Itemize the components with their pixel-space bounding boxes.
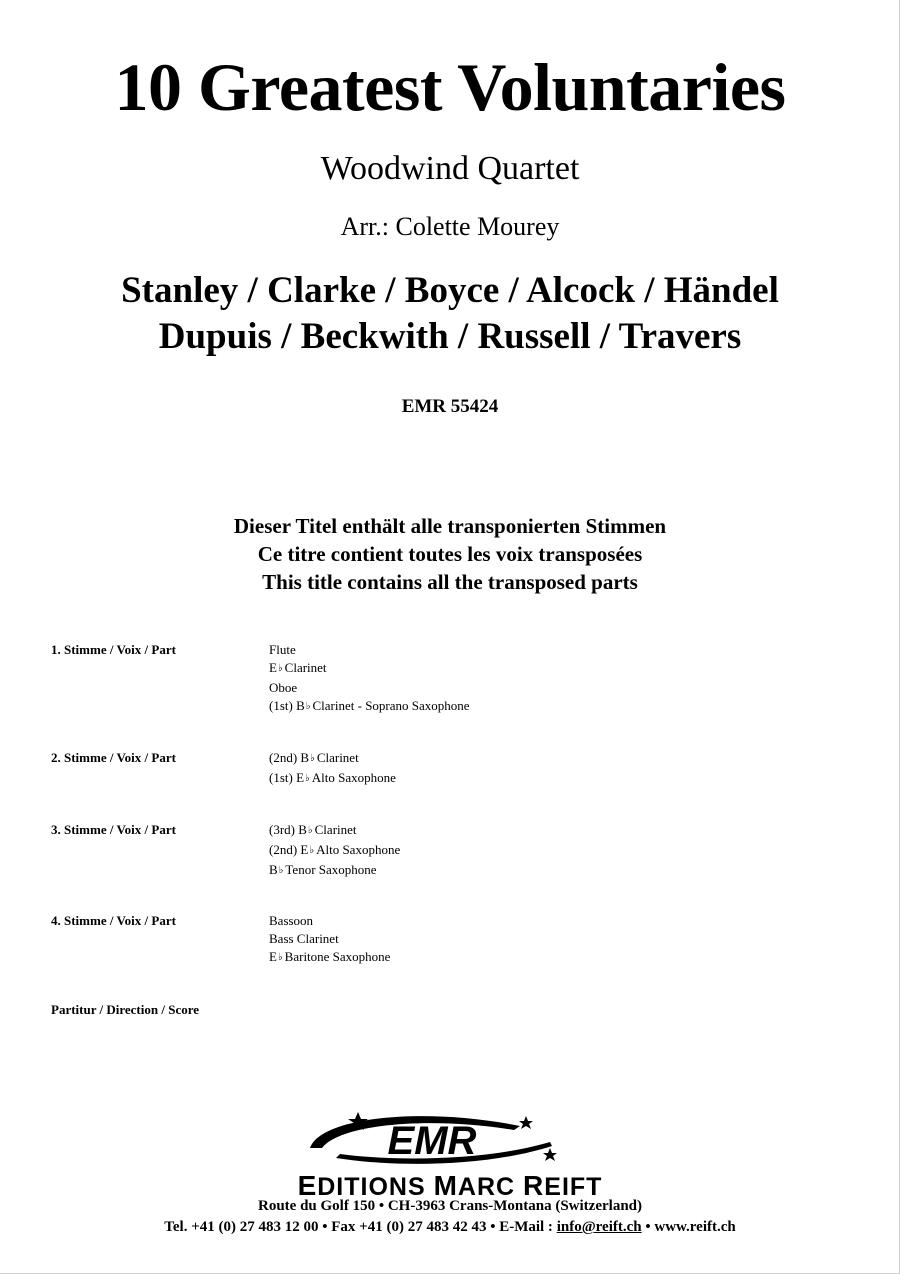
flat-sign: ♭	[277, 663, 283, 674]
notice-german: Dieser Titel enthält alle transponierten Stimmen	[233, 514, 667, 538]
composer-line-2: Dupuis / Beckwith / Russell / Travers	[158, 316, 742, 357]
instrument-key: E	[300, 842, 309, 857]
instrument-item	[269, 930, 390, 948]
instrument-name: Clarinet - Soprano Saxophone	[312, 698, 470, 713]
publisher-name-initial-m: M	[433, 1170, 458, 1201]
flat-sign: ♭	[305, 701, 311, 712]
transposed-parts-notice	[0, 512, 900, 596]
part-label: 4. Stimme / Voix / Part	[51, 913, 176, 928]
publisher-contact	[0, 1219, 900, 1236]
instrument-name: Baritone Saxophone	[284, 949, 391, 964]
instrument-list	[269, 749, 396, 789]
logo-star-lower	[543, 1148, 557, 1161]
instrument-item	[269, 948, 390, 968]
instrument-item	[269, 769, 396, 789]
flat-sign: ♭	[277, 952, 283, 963]
instrument-name: Oboe	[269, 680, 298, 695]
instrument-name: Alto Saxophone	[316, 842, 401, 857]
instrument-name: Clarinet	[316, 750, 359, 765]
publisher-name-part-marc: ARC	[457, 1173, 524, 1201]
instrument-chair: (1st)	[269, 770, 297, 785]
instrument-list	[269, 641, 470, 717]
flat-sign: ♭	[309, 845, 315, 856]
composer-list	[0, 268, 900, 360]
emr-logo	[300, 1108, 570, 1168]
part-label: 2. Stimme / Voix / Part	[51, 750, 176, 765]
instrument-item	[269, 679, 470, 697]
instrument-list	[269, 821, 400, 881]
instrument-chair: (2nd)	[269, 750, 301, 765]
publisher-name-initial-r: R	[523, 1170, 545, 1201]
instrument-item	[269, 841, 400, 861]
instrument-name: Tenor Saxophone	[285, 862, 377, 877]
instrument-item	[269, 912, 390, 930]
document-title: 10 Greatest Voluntaries	[114, 49, 786, 125]
arranger-credit: Arr.: Colette Mourey	[340, 212, 560, 241]
part-label: 3. Stimme / Voix / Part	[51, 822, 176, 837]
instrument-chair: (3rd)	[269, 822, 299, 837]
publisher-name-initial-e: E	[297, 1170, 318, 1201]
flat-sign: ♭	[310, 753, 315, 764]
flat-sign: ♭	[307, 825, 313, 836]
instrument-item	[269, 861, 400, 881]
instrument-name: Flute	[269, 642, 296, 657]
ensemble-subtitle: Woodwind Quartet	[320, 150, 580, 187]
composer-line-1: Stanley / Clarke / Boyce / Alcock / Händel	[121, 270, 779, 311]
logo-star-right	[519, 1116, 533, 1129]
publisher-name-part-reift: EIFT	[544, 1173, 603, 1201]
catalog-code: EMR 55424	[401, 396, 499, 417]
instrument-key: E	[269, 949, 277, 964]
instrument-key: B	[269, 862, 278, 877]
instrument-item	[269, 749, 396, 769]
flat-sign: ♭	[278, 865, 284, 876]
instrument-item	[269, 641, 470, 659]
instrument-item	[269, 821, 400, 841]
contact-website[interactable]: • www.reift.ch	[641, 1219, 736, 1235]
instrument-item	[269, 697, 470, 717]
instrument-name: Clarinet	[314, 822, 357, 837]
notice-french: Ce titre contient toutes les voix transposées	[257, 542, 643, 566]
notice-english: This title contains all the transposed parts	[262, 570, 638, 594]
publisher-address: Route du Golf 150 • CH-3963 Crans-Montana (Switzerland)	[258, 1198, 642, 1214]
instrument-chair: (1st)	[269, 698, 297, 713]
logo-text: EMR	[387, 1119, 477, 1163]
instrument-name: Alto Saxophone	[311, 770, 396, 785]
flat-sign: ♭	[305, 773, 310, 784]
instrument-key: B	[296, 698, 305, 713]
contact-phone-fax: Tel. +41 (0) 27 483 12 00 • Fax +41 (0) 27 483 42 43 • E-Mail :	[164, 1219, 557, 1235]
instrument-name: Bassoon	[269, 913, 314, 928]
instrument-key: E	[269, 660, 277, 675]
instrument-name: Clarinet	[284, 660, 327, 675]
email-link[interactable]: info@reift.ch	[556, 1219, 642, 1235]
instrument-key: E	[296, 770, 305, 785]
instrument-chair: (2nd)	[269, 842, 301, 857]
instrument-name: Bass Clarinet	[269, 931, 339, 946]
instrument-key: B	[300, 750, 310, 765]
instrument-item	[269, 659, 470, 679]
publisher-name-part-editions: DITIONS	[317, 1173, 434, 1201]
part-label: 1. Stimme / Voix / Part	[51, 642, 176, 657]
instrument-list	[269, 912, 390, 968]
score-label: Partitur / Direction / Score	[51, 1002, 200, 1017]
instrument-key: B	[298, 822, 307, 837]
